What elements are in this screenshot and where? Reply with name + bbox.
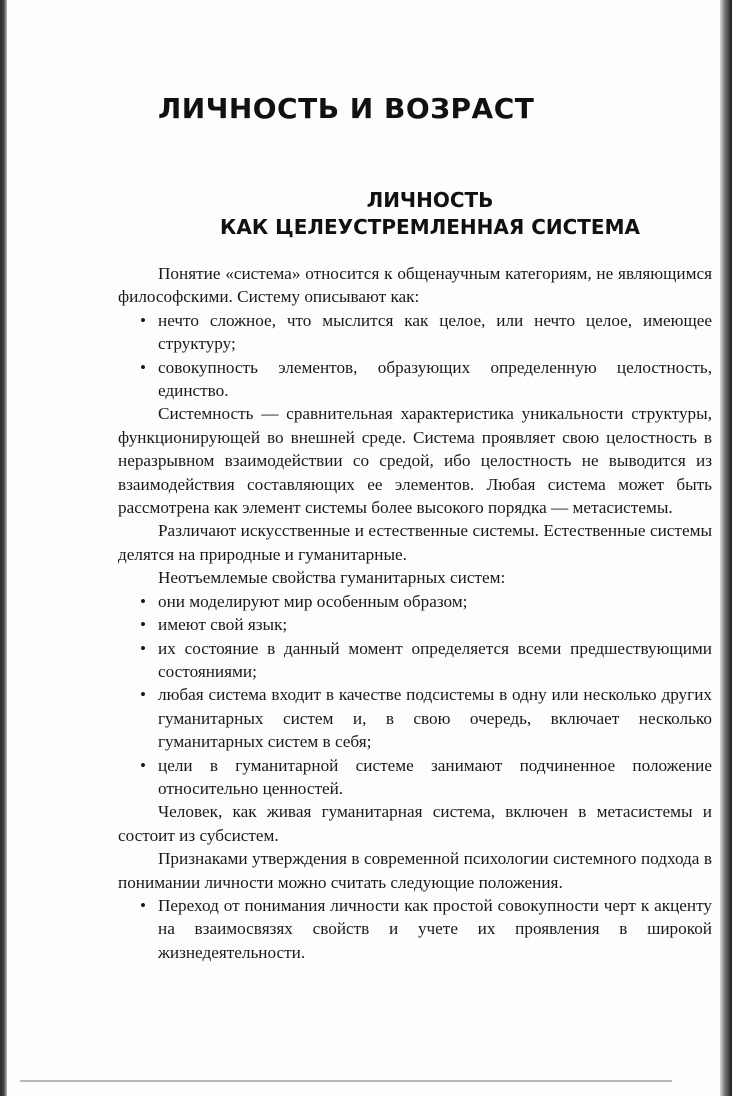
- bullet-list: [118, 309, 712, 403]
- body-text: [118, 262, 712, 964]
- page-bottom-shadow: [20, 1080, 672, 1082]
- list-item: [118, 590, 712, 613]
- list-item-text: любая система входит в качестве подсистемы в одну или несколько других гуманитарных систем и, в свою очередь, включает несколько гуманитарных систем в себя;: [158, 685, 712, 752]
- chapter-title: ЛИЧНОСТЬ И ВОЗРАСТ: [158, 92, 535, 125]
- list-item: [118, 754, 712, 801]
- list-item: [118, 309, 712, 356]
- list-item: [118, 613, 712, 636]
- bullet-list: [118, 590, 712, 801]
- bullet-icon: •: [140, 638, 147, 658]
- bullet-icon: •: [140, 755, 147, 775]
- list-item-text: они моделируют мир особенным образом;: [158, 591, 468, 611]
- bullet-icon: •: [140, 685, 147, 705]
- bullet-icon: •: [140, 895, 147, 915]
- list-item-text: цели в гуманитарной системе занимают подчиненное положение относительно ценностей.: [158, 755, 712, 798]
- section-title: [150, 187, 710, 241]
- list-item: [118, 683, 712, 753]
- bullet-icon: •: [140, 615, 147, 635]
- bullet-icon: •: [140, 310, 147, 330]
- list-item: [118, 356, 712, 403]
- list-item-text: совокупность элементов, образующих определенную целостность, единство.: [158, 357, 712, 401]
- bullet-list: [118, 894, 712, 964]
- list-item-text: имеют свой язык;: [158, 615, 288, 635]
- bullet-icon: •: [140, 357, 147, 377]
- paragraph: Неотъемлемые свойства гуманитарных систем:: [158, 568, 506, 588]
- paragraph: Человек, как живая гуманитарная система, включен в метасистемы и состоит из субсистем.: [118, 802, 712, 845]
- list-item: [118, 637, 712, 684]
- section-title-line2: КАК ЦЕЛЕУСТРЕМЛЕННАЯ СИСТЕМА: [220, 215, 640, 239]
- paragraph: Признаками утверждения в современной психологии системного подхода в понимании личности можно считать следующие положения.: [118, 849, 712, 892]
- section-title-line1: ЛИЧНОСТЬ: [366, 188, 494, 212]
- paragraph: Системность — сравнительная характеристика уникальности структуры, функционирующей во внешней среде. Система проявляет свою целостность в неразрывном взаимодействии со средой, ибо целостность не выводится из взаимодействия составляющих ее элементов. Любая система может быть рассмотрена как элемент системы более высокого порядка — метасистемы.: [118, 404, 712, 518]
- bullet-icon: •: [140, 591, 147, 611]
- list-item-text: их состояние в данный момент определяется всеми предшествующими состояниями;: [158, 638, 712, 681]
- page-left-edge: [0, 0, 7, 1096]
- paragraph: Различают искусственные и естественные системы. Естественные системы делятся на природные и гуманитарные.: [118, 521, 712, 564]
- page-right-edge: [720, 0, 732, 1096]
- list-item-text: нечто сложное, что мыслится как целое, или нечто целое, имеющее структуру;: [158, 310, 712, 354]
- list-item: [118, 894, 712, 964]
- list-item-text: Переход от понимания личности как простой совокупности черт к акценту на взаимосвязях свойств и учете их проявления в широкой жизнедеятельности.: [158, 895, 712, 962]
- paragraph: Понятие «система» относится к общенаучным категориям, не являющимся философскими. Систему описывают как:: [118, 264, 712, 307]
